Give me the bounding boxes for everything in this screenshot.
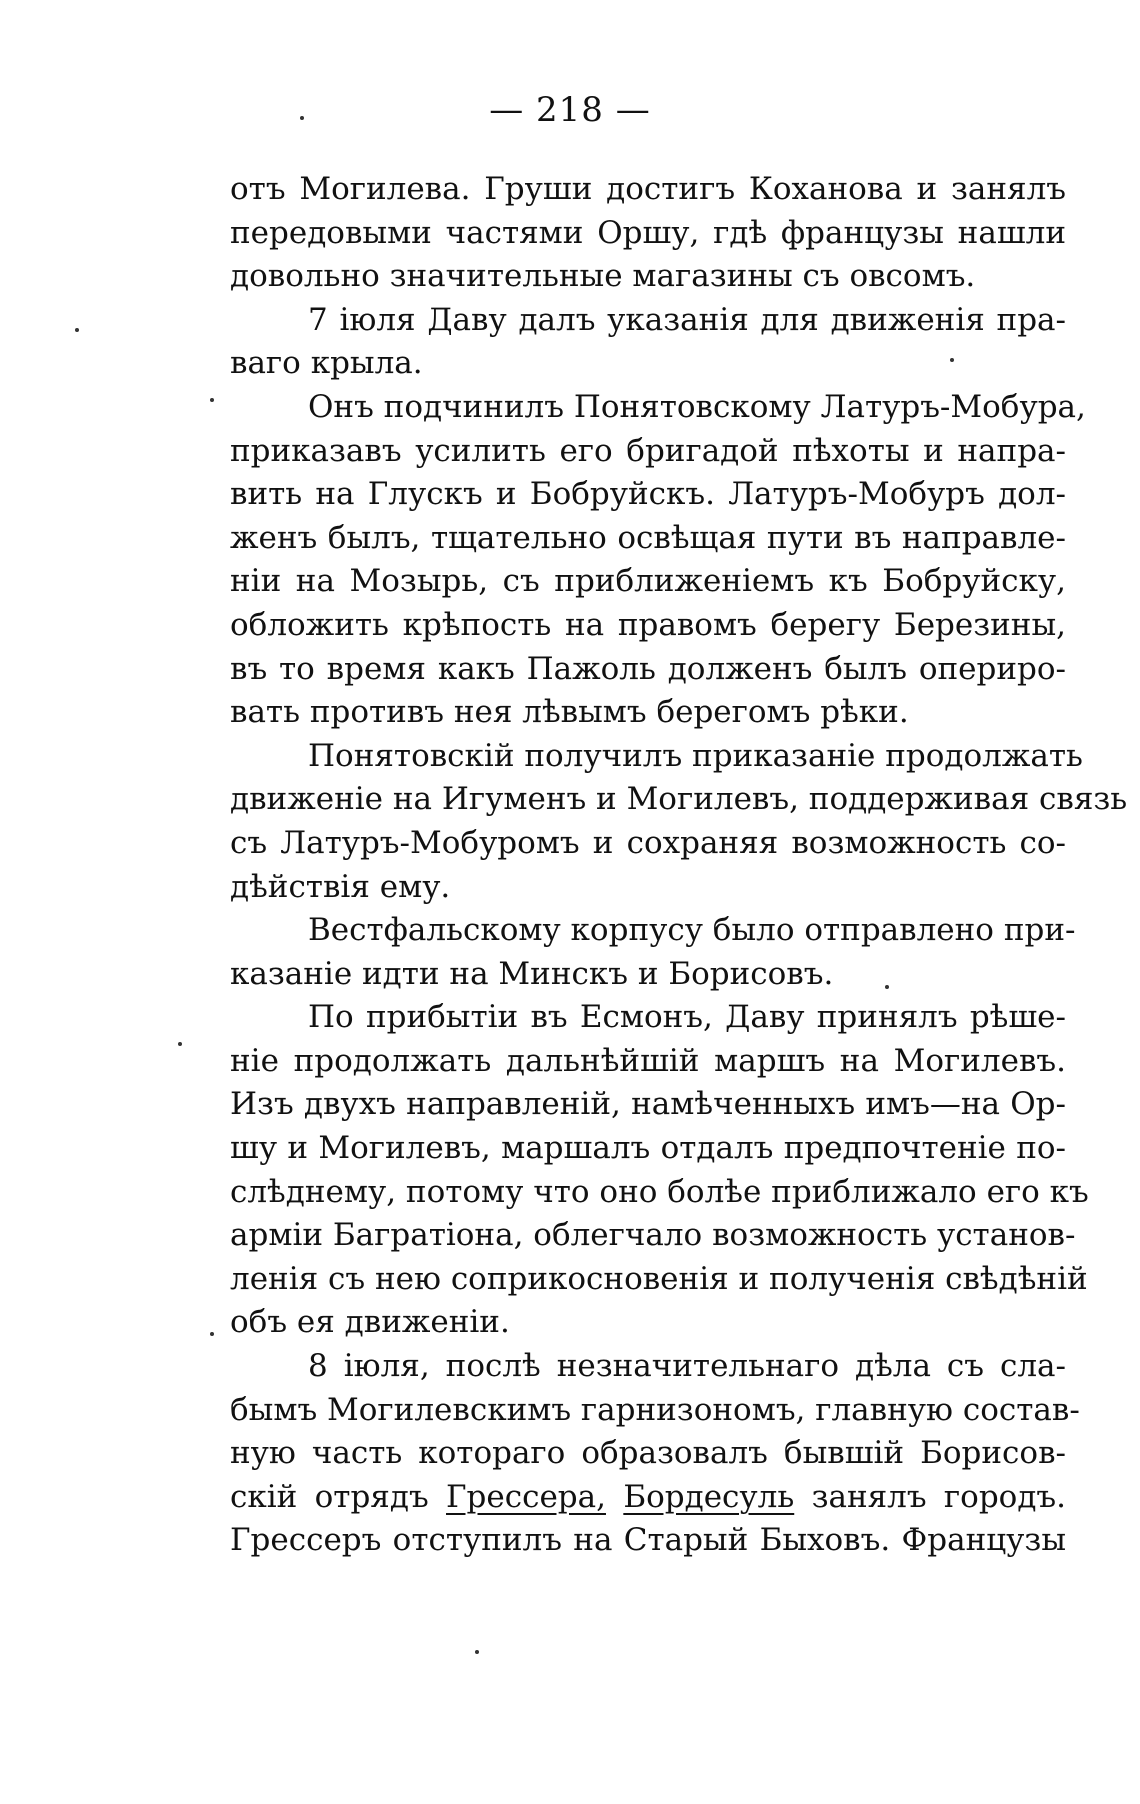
paragraph-start-line: По прибытіи въ Есмонъ, Даву принялъ рѣше- (308, 999, 1066, 1036)
text-line: шу и Могилевъ, маршалъ отдалъ предпочтеніе по- (230, 1130, 1066, 1167)
underlined-name-gresser: Грессера, (446, 1478, 606, 1515)
paragraph-start-line: Онъ подчинилъ Понятовскому Латуръ-Мобура, (308, 388, 1086, 425)
print-speck (210, 1332, 214, 1336)
text-line: обложить крѣпость на правомъ берегу Березины, (230, 606, 1066, 643)
text-line: ленія съ нею соприкосновенія и полученія свѣдѣній (230, 1260, 1088, 1297)
text-line-with-underlines (230, 1476, 1066, 1520)
underlined-name-bordesoulle: Бордесуль (623, 1478, 795, 1515)
text-line: слѣднему, потому что оно болѣе приближало его къ (230, 1173, 1089, 1210)
text-line: съ Латуръ-Мобуромъ и сохраняя возможность со- (230, 824, 1066, 861)
print-speck (475, 1650, 479, 1654)
text-line: вать противъ нея лѣвымъ берегомъ рѣки. (230, 694, 909, 731)
text-line: бымъ Могилевскимъ гарнизономъ, главную состав- (230, 1391, 1080, 1428)
text-line: вить на Глускъ и Бобруйскъ. Латуръ-Мобуръ дол- (230, 476, 1066, 513)
paragraph-start-line: Вестфальскому корпусу было отправлено при- (308, 912, 1076, 949)
text-line: довольно значительные магазины съ овсомъ. (230, 258, 976, 295)
print-speck (178, 1042, 182, 1046)
text-line: отъ Могилева. Груши достигъ Коханова и занялъ (230, 171, 1066, 207)
text-line: женъ былъ, тщательно освѣщая пути въ направле- (230, 519, 1066, 556)
print-speck (300, 116, 304, 120)
print-speck (75, 328, 79, 332)
text-line: передовыми частями Оршу, гдѣ французы нашли (230, 214, 1066, 251)
text-line: Изъ двухъ направленій, намѣченныхъ имъ—на Ор- (230, 1086, 1066, 1123)
text-line: движеніе на Игуменъ и Могилевъ, поддерживая связь (230, 781, 1128, 818)
line-segment (606, 1479, 623, 1515)
text-line: ніи на Мозырь, съ приближеніемъ къ Бобруйску, (230, 563, 1066, 600)
body-text (230, 168, 1128, 1563)
print-speck (210, 398, 214, 402)
text-line: Грессеръ отступилъ на Старый Быховъ. Французы (230, 1522, 1066, 1559)
text-line: приказавъ усилить его бригадой пѣхоты и напра- (230, 432, 1066, 469)
text-line: объ ея движеніи. (230, 1304, 510, 1341)
text-line: дѣйствія ему. (230, 868, 451, 905)
print-speck (885, 985, 889, 989)
paragraph-start-line: 8 іюля, послѣ незначительнаго дѣла съ сла- (308, 1348, 1066, 1385)
text-line: ваго крыла. (230, 345, 423, 382)
line-segment: скій отрядъ (230, 1478, 447, 1515)
text-line: въ то время какъ Пажоль долженъ былъ опериро- (230, 650, 1066, 687)
text-line: ніе продолжать дальнѣйшій маршъ на Могилевъ. (230, 1042, 1066, 1079)
line-segment: занялъ городъ. (794, 1478, 1067, 1515)
paragraph-start-line: 7 іюля Даву далъ указанія для движенія пра- (308, 301, 1066, 338)
paragraph-start-line: Понятовскій получилъ приказаніе продолжать (308, 737, 1083, 774)
text-line: казаніе идти на Минскъ и Борисовъ. (230, 955, 834, 992)
page-number: — 218 — (489, 90, 651, 130)
text-line: ную часть котораго образовалъ бывшій Борисов- (230, 1435, 1066, 1472)
print-speck (950, 358, 954, 362)
text-line: арміи Багратіона, облегчало возможность установ- (230, 1217, 1076, 1254)
